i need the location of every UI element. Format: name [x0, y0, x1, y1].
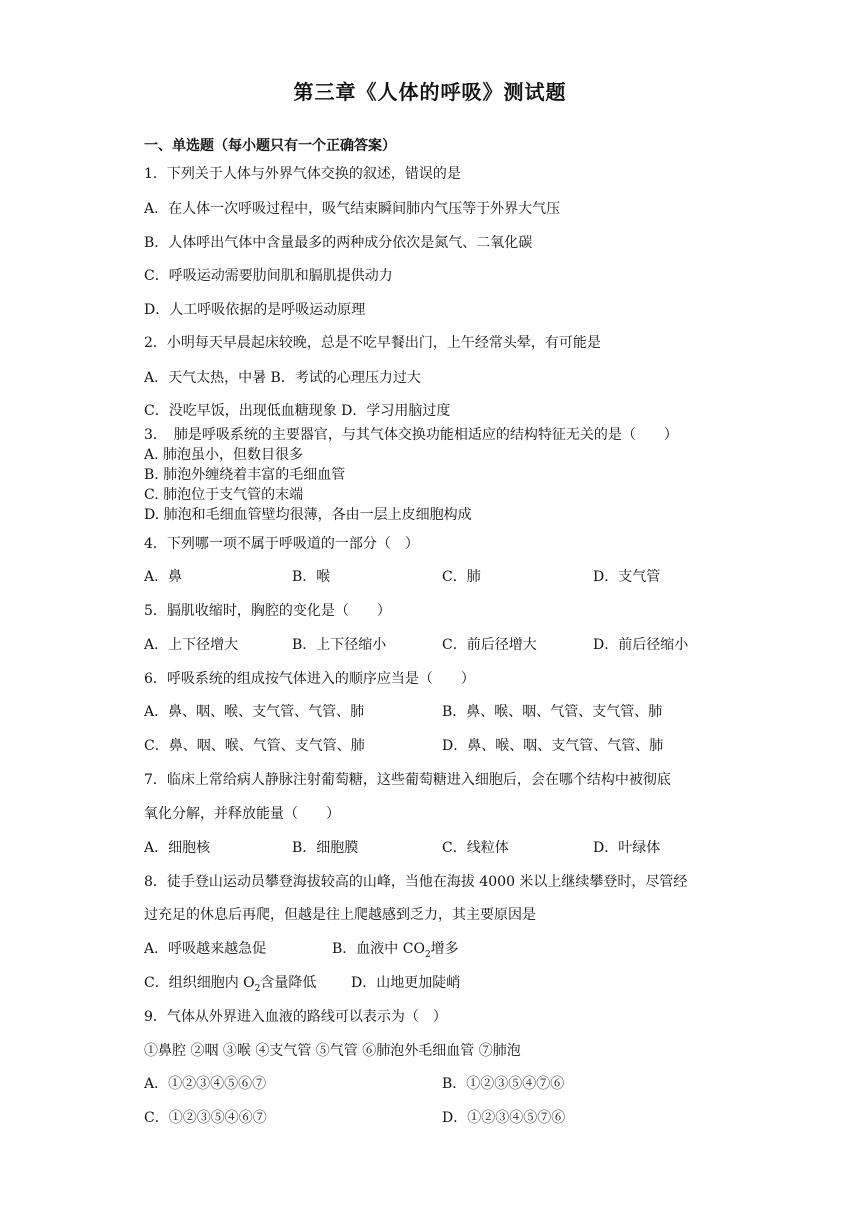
question-9-option-c: C．①②③⑤④⑥⑦ [144, 1110, 267, 1126]
question-9-list: ①鼻腔 ②咽 ③喉 ④支气管 ⑤气管 ⑥肺泡外毛细血管 ⑦肺泡 [144, 1043, 521, 1059]
question-4-option-c: C．肺 [442, 569, 481, 585]
question-8-option-b-text: B．血液中 CO [332, 941, 425, 957]
subscript-2: 2 [424, 949, 431, 960]
question-1-option-c: C．呼吸运动需要肋间肌和膈肌提供动力 [144, 268, 393, 284]
question-7-option-a: A．细胞核 [144, 840, 211, 856]
question-7-option-d: D．叶绿体 [593, 840, 661, 856]
question-1-option-d: D．人工呼吸依据的是呼吸运动原理 [144, 302, 366, 318]
question-3-option-b: B. 肺泡外缠绕着丰富的毛细血管 [144, 467, 346, 483]
question-8-option-b [332, 938, 459, 960]
question-5-option-b: B．上下径缩小 [292, 637, 387, 653]
question-4-option-b: B．喉 [292, 569, 331, 585]
question-9-option-d: D．①②③④⑤⑦⑥ [442, 1110, 566, 1126]
question-5-option-d: D．前后径缩小 [593, 637, 689, 653]
question-7-stem-line-2: 氧化分解，并释放能量（ ） [144, 806, 340, 822]
question-1-option-a: A．在人体一次呼吸过程中，吸气结束瞬间肺内气压等于外界大气压 [144, 201, 561, 217]
question-3-option-a: A. 肺泡虽小，但数目很多 [144, 447, 304, 463]
question-6-option-a: A．鼻、咽、喉、支气管、气管、肺 [144, 704, 365, 720]
question-3-stem: 3． 肺是呼吸系统的主要器官，与其气体交换功能相适应的结构特征无关的是（ ） [144, 427, 678, 443]
question-8-option-c-text: C．组织细胞内 O [144, 975, 255, 991]
question-8-option-a: A．呼吸越来越急促 [144, 941, 267, 957]
question-4-option-a: A．鼻 [144, 569, 183, 585]
question-1-option-b: B．人体呼出气体中含量最多的两种成分依次是氮气、二氧化碳 [144, 235, 533, 251]
question-6-option-b: B．鼻、喉、咽、气管、支气管、肺 [442, 704, 663, 720]
question-3-option-d: D. 肺泡和毛细血管壁均很薄，各由一层上皮细胞构成 [144, 507, 472, 523]
question-2-options-ab: A．天气太热，中暑 B．考试的心理压力过大 [144, 370, 421, 386]
question-8-stem-line-2: 过充足的休息后再爬，但越是往上爬越感到乏力，其主要原因是 [144, 907, 536, 923]
question-6-option-c: C．鼻、咽、喉、气管、支气管、肺 [144, 738, 365, 754]
question-8-option-b-suffix: 增多 [430, 941, 459, 957]
question-2-stem: 2．小明每天早晨起床较晚，总是不吃早餐出门，上午经常头晕，有可能是 [144, 335, 601, 351]
question-1-stem: 1．下列关于人体与外界气体交换的叙述，错误的是 [144, 166, 461, 182]
question-8-option-c [144, 972, 316, 994]
question-8-option-d: D．山地更加陡峭 [351, 975, 461, 991]
question-9-option-a: A．①②③④⑤⑥⑦ [144, 1076, 267, 1092]
question-3-option-c: C. 肺泡位于支气管的末端 [144, 487, 304, 503]
question-8-option-c-suffix: 含量降低 [260, 975, 317, 991]
question-5-option-a: A．上下径增大 [144, 637, 239, 653]
subscript-2: 2 [254, 983, 261, 994]
question-6-stem: 6．呼吸系统的组成按气体进入的顺序应当是（ ） [144, 671, 475, 687]
question-7-option-b: B．细胞膜 [292, 840, 359, 856]
question-9-option-b: B．①②③⑤④⑦⑥ [442, 1076, 565, 1092]
question-5-option-c: C．前后径增大 [442, 637, 537, 653]
question-4-stem: 4．下列哪一项不属于呼吸道的一部分（ ） [144, 536, 419, 552]
question-6-option-d: D．鼻、喉、咽、支气管、气管、肺 [442, 738, 664, 754]
question-5-stem: 5．膈肌收缩时，胸腔的变化是（ ） [144, 603, 391, 619]
question-8-stem-line-1: 8．徒手登山运动员攀登海拔较高的山峰，当他在海拔 4000 米以上继续攀登时，尽管经 [144, 874, 688, 890]
page-title: 第三章《人体的呼吸》测试题 [293, 80, 567, 104]
question-7-option-c: C．线粒体 [442, 840, 509, 856]
question-9-stem: 9．气体从外界进入血液的路线可以表示为（ ） [144, 1009, 447, 1025]
question-7-stem-line-1: 7．临床上常给病人静脉注射葡萄糖，这些葡萄糖进入细胞后，会在哪个结构中被彻底 [144, 772, 671, 788]
question-2-options-cd: C．没吃早饭，出现低血糖现象 D．学习用脑过度 [144, 403, 451, 419]
question-4-option-d: D．支气管 [593, 569, 661, 585]
section-heading: 一、单选题（每小题只有一个正确答案） [144, 138, 396, 154]
